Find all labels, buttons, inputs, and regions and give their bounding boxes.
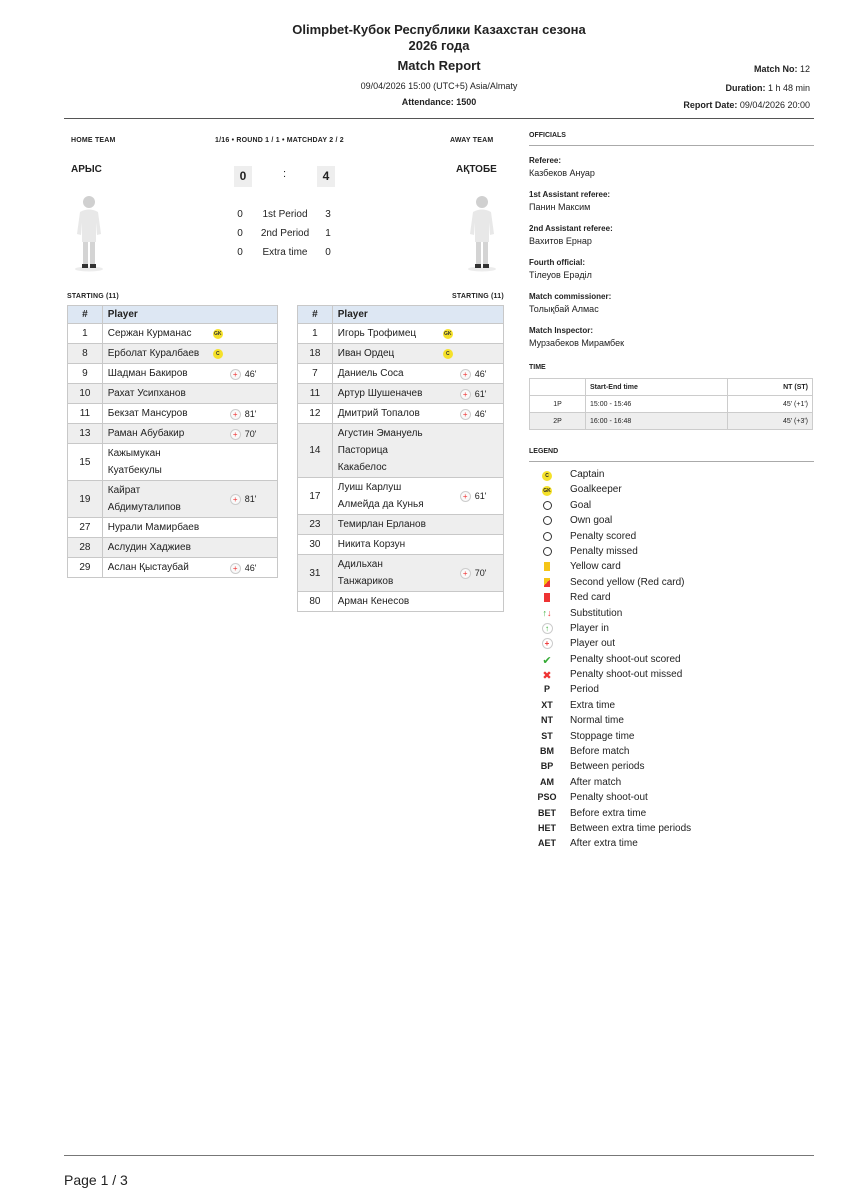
substitution-minute: 70' [474,568,487,578]
substitution-minute: 46' [474,368,487,379]
player-name: Игорь Трофимец [337,328,417,339]
table-row [68,481,278,518]
player-cell [102,324,277,344]
legend-label: Between extra time periods [570,822,692,834]
player-name: Агустин Эмануель Пасторица Какабелос [337,428,423,473]
col-start-end: Start-End time [586,379,728,396]
official-name: Вахитов Ернар [529,236,592,246]
substitution-out [230,427,257,441]
legend-item [529,622,814,637]
table-row [68,444,278,481]
legend-label: Penalty shoot-out [570,792,648,804]
player-out-icon: + [460,409,471,420]
player-name: Даниель Соса [337,368,404,379]
official-item [529,290,814,316]
col-num: # [298,306,333,324]
home-score: 0 [234,166,252,187]
player-out-icon: + [230,429,241,440]
player-name: Аслан Қыстаубай [107,562,189,573]
substitution-minute: 61' [474,491,487,501]
away-lineup-table [297,305,504,612]
legend-item [529,591,814,606]
player-cell [102,518,277,538]
away-score: 4 [317,166,335,187]
legend-item [529,822,814,837]
legend-label: Extra time [570,699,616,711]
player-out-icon: + [230,369,241,380]
legend-title: LEGEND [529,448,814,462]
legend-item [529,807,814,822]
player-number: 7 [298,364,333,384]
substitution-out [230,561,257,575]
legend-label: Player out [570,638,616,650]
captain-icon: C [535,469,559,481]
col-player: Player [102,306,277,324]
player-cell [102,384,277,404]
player-cell [102,404,277,424]
home-starting-label: STARTING (11) [67,293,119,300]
table-row [68,538,278,558]
legend-label: Normal time [570,715,624,727]
player-name: Шадман Бакиров [107,368,188,379]
table-row [68,344,278,364]
player-number: 14 [298,424,333,478]
period-row-1: 0 1st Period 3 [237,209,331,220]
legend-label: After match [570,776,622,788]
table-row [298,535,504,555]
legend-label: Before extra time [570,807,647,819]
official-name: Мурзабеков Мирамбек [529,338,625,348]
official-item [529,324,814,350]
table-row [298,404,504,424]
yellow-card-icon [535,561,559,571]
official-role: 2nd Assistant referee: [529,224,613,233]
player-cell [102,538,277,558]
player-number: 11 [68,404,103,424]
legend-abbr: HET [538,822,556,833]
header-divider [64,118,814,119]
substitution-minute: 46' [244,562,257,573]
legend-item [529,668,814,683]
officials-section [529,132,814,350]
col-player: Player [332,306,503,324]
footer-divider [64,1155,814,1156]
table-row [298,424,504,478]
official-role: 1st Assistant referee: [529,190,611,199]
player-number: 11 [298,384,333,404]
official-role: Match Inspector: [529,326,594,335]
match-duration: Duration: 1 h 48 min [725,83,810,93]
player-cell [332,364,503,384]
player-name: Сержан Курманас [107,328,192,339]
official-name: Панин Максим [529,202,591,212]
player-cell [332,478,503,515]
official-role: Referee: [529,156,562,165]
substitution-out [460,566,487,580]
legend-label: Yellow card [570,561,621,573]
time-row: 1P 15:00 - 15:46 45' (+1') [530,396,813,413]
player-cell [332,324,503,344]
legend-label: Captain [570,469,605,480]
table-row [298,592,504,612]
player-number: 9 [68,364,103,384]
player-number: 15 [68,444,103,481]
goal-icon [535,500,559,510]
player-name: Ерболат Куралбаев [107,348,200,359]
legend-item [529,576,814,591]
player-name: Луиш Карлуш Алмейда да Кунья [337,482,424,510]
legend-item [529,791,814,806]
legend-label: After extra time [570,838,638,850]
shootout-scored-icon: ✔ [542,654,552,667]
player-number: 10 [68,384,103,404]
col-num: # [68,306,103,324]
legend-abbr: AM [540,776,554,787]
legend-item [529,730,814,745]
substitution-minute: 81' [244,408,257,419]
player-name: Артур Шушеначев [337,388,423,399]
player-number: 18 [298,344,333,364]
player-cell [102,444,277,481]
player-out-icon: + [460,369,471,380]
player-number: 1 [68,324,103,344]
player-number: 19 [68,481,103,518]
player-name: Темирлан Ерланов [337,519,426,530]
player-cell [102,481,277,518]
home-team-name: АРЫС [71,164,102,175]
player-cell [102,344,277,364]
official-item [529,188,814,214]
legend-item [529,714,814,729]
substitution-minute: 81' [244,494,257,504]
player-cell [332,555,503,592]
table-row [298,364,504,384]
substitution-minute: 46' [244,368,257,379]
legend-item [529,560,814,575]
legend-abbr: BET [538,807,556,818]
legend-item [529,607,814,622]
legend-label: Penalty shoot-out missed [570,669,683,681]
player-cell [102,558,277,578]
player-number: 29 [68,558,103,578]
legend-item [529,530,814,545]
official-name: Казбеков Ануар [529,168,595,178]
player-out-icon: + [535,638,559,649]
player-number: 12 [298,404,333,424]
goalkeeper-icon: GK [543,488,551,495]
table-row [298,324,504,344]
substitution-minute: 70' [244,428,257,439]
legend-label: Period [570,684,599,696]
legend-label: Penalty missed [570,545,638,557]
player-name: Нурали Мамирбаев [107,522,200,533]
official-item [529,154,814,180]
penalty-scored-icon [535,531,559,541]
captain-icon: C [213,349,223,359]
official-role: Match commissioner: [529,292,612,301]
player-name: Аслудин Хаджиев [107,542,191,553]
legend-item [529,514,814,529]
legend-label: Penalty scored [570,530,637,542]
player-number: 17 [298,478,333,515]
player-out-icon: + [230,494,241,505]
substitution-icon: ↑↓ [542,607,552,618]
red-card-icon [535,592,559,602]
legend-abbr: BP [540,761,554,772]
legend-item [529,776,814,791]
table-row [298,555,504,592]
season-title: 2026 года [408,38,470,53]
player-number: 27 [68,518,103,538]
substitution-minute: 46' [474,408,487,419]
report-date: Report Date: 09/04/2026 20:00 [683,100,810,110]
away-team-name: АҚТОБЕ [456,164,497,175]
player-name: Бекзат Мансуров [107,408,188,419]
player-number: 80 [298,592,333,612]
legend-item [529,653,814,668]
player-cell [102,364,277,384]
report-header [64,20,814,118]
player-out-icon: + [460,568,471,579]
legend-item [529,760,814,775]
period-row-3: 0 Extra time 0 [237,247,331,258]
home-lineup-table [67,305,278,578]
legend-label: Own goal [570,515,613,527]
player-name: Кайрат Абдимуталипов [107,485,181,513]
legend-abbr: PSO [537,792,557,803]
player-name: Адильхан Танжариков [337,559,394,587]
table-row [68,424,278,444]
substitution-out [460,407,487,421]
official-item [529,256,814,282]
player-name: Иван Ордец [337,348,395,359]
officials-title: OFFICIALS [529,132,814,146]
player-cell [332,384,503,404]
player-number: 23 [298,515,333,535]
legend-item [529,683,814,698]
time-section [529,364,814,430]
player-out-icon: + [230,563,241,574]
match-number: Match No: 12 [753,64,810,74]
legend-abbr: P [543,684,550,695]
time-table [529,378,813,430]
table-row [298,384,504,404]
page-number: Page 1 / 3 [64,1172,128,1188]
captain-icon: C [443,349,453,359]
score-separator: : [283,168,287,180]
legend-section [529,448,814,853]
official-item [529,222,814,248]
official-name: Толықбай Алмас [529,304,599,314]
official-name: Тілеуов Ерәділ [529,270,592,280]
player-out-icon: + [460,389,471,400]
table-row [68,558,278,578]
legend-label: Player in [570,622,609,634]
report-title: Match Report [397,58,481,73]
legend-item [529,468,814,483]
legend-abbr: NT [541,715,553,726]
player-cell [332,404,503,424]
goalkeeper-icon: GK [444,330,452,337]
table-row [298,515,504,535]
substitution-out [460,489,487,503]
substitution-minute: 61' [474,388,487,399]
period-row-2: 0 2nd Period 1 [237,228,331,239]
player-cell [332,515,503,535]
legend-label: Substitution [570,607,623,619]
substitution-out [230,492,257,506]
legend-label: Penalty shoot-out scored [570,653,681,665]
away-starting-label: STARTING (11) [452,293,504,300]
table-row [68,518,278,538]
legend-label: Before match [570,746,630,758]
player-number: 31 [298,555,333,592]
round-info: 1/16 • ROUND 1 / 1 • MATCHDAY 2 / 2 [215,137,344,144]
legend-item [529,483,814,498]
second-yellow-icon [535,577,559,587]
legend-item [529,837,814,852]
substitution-out [460,387,487,401]
legend-label: Second yellow (Red card) [570,576,685,588]
player-name: Арман Кенесов [337,596,410,607]
substitution-out [460,367,487,381]
legend-label: Red card [570,592,611,604]
legend-item [529,745,814,760]
player-name: Рахат Усипханов [107,388,186,399]
player-number: 13 [68,424,103,444]
home-player-silhouette-icon [72,192,106,272]
player-in-icon: ↑ [535,623,559,634]
player-cell [332,535,503,555]
player-name: Кажымукан Куатбекулы [107,448,162,476]
legend-abbr: BM [540,746,554,757]
col-nt-st: NT (ST) [727,379,812,396]
attendance: Attendance: 1500 [401,97,477,107]
player-out-icon: + [230,409,241,420]
player-number: 8 [68,344,103,364]
own-goal-icon [535,515,559,525]
home-team-label: HOME TEAM [71,137,116,144]
table-row [68,404,278,424]
away-team-label: AWAY TEAM [450,137,494,144]
competition-title: Olimpbet-Кубок Республики Казахстан сезона [292,22,586,37]
legend-item [529,637,814,652]
penalty-missed-icon [535,546,559,556]
official-role: Fourth official: [529,258,585,267]
table-row [68,364,278,384]
legend-label: Goal [570,499,592,511]
substitution-out [230,407,257,421]
player-number: 28 [68,538,103,558]
legend-label: Between periods [570,761,645,773]
time-title: TIME [529,364,546,371]
player-name: Дмитрий Топалов [337,408,420,419]
table-row [68,324,278,344]
legend-item [529,545,814,560]
player-name: Никита Корзун [337,539,406,550]
legend-abbr: AET [538,838,556,849]
player-number: 1 [298,324,333,344]
away-player-silhouette-icon [465,192,499,272]
legend-item [529,499,814,514]
table-row [298,344,504,364]
legend-item [529,699,814,714]
table-row [298,478,504,515]
table-row [68,384,278,404]
player-number: 30 [298,535,333,555]
player-out-icon: + [460,491,471,502]
shootout-missed-icon: ✖ [542,670,552,683]
player-cell [102,424,277,444]
player-cell [332,592,503,612]
match-datetime: 09/04/2026 15:00 (UTC+5) Asia/Almaty [360,81,518,91]
player-name: Раман Абубакир [107,428,185,439]
player-cell [332,344,503,364]
legend-label: Goalkeeper [570,484,622,496]
legend-abbr: XT [541,699,553,710]
legend-abbr: ST [541,730,553,741]
substitution-out [230,367,257,381]
time-row: 2P 16:00 - 16:48 45' (+3') [530,413,813,430]
legend-label: Stoppage time [570,730,635,742]
goalkeeper-icon: GK [214,330,222,337]
player-cell [332,424,503,478]
